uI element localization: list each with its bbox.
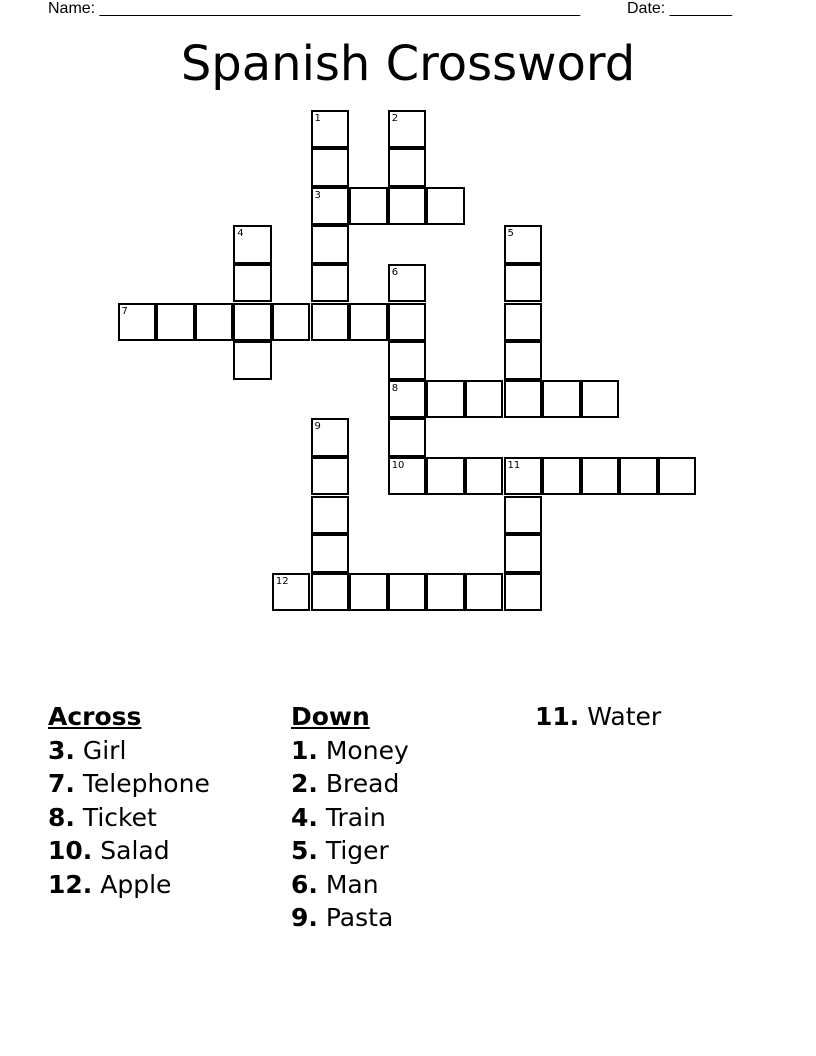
grid-cell[interactable] <box>195 303 234 342</box>
date-field-label: Date: _______ <box>627 0 732 17</box>
grid-cell[interactable] <box>233 225 272 264</box>
grid-cell-number: 8 <box>391 382 399 394</box>
clue-text: Telephone <box>82 769 210 798</box>
grid-cell[interactable] <box>465 457 504 496</box>
grid-cell[interactable] <box>542 380 581 419</box>
grid-cell[interactable] <box>311 264 350 303</box>
grid-cell[interactable] <box>272 573 311 612</box>
grid-cell[interactable] <box>233 264 272 303</box>
clue-text: Ticket <box>82 802 157 832</box>
grid-cell[interactable] <box>311 225 350 264</box>
grid-cell[interactable] <box>504 457 543 496</box>
clue-item <box>291 767 409 801</box>
clue-text: Salad <box>100 836 170 865</box>
grid-cell[interactable] <box>233 341 272 380</box>
grid-cell-number: 5 <box>507 228 514 240</box>
clue-text: Tiger <box>325 836 389 865</box>
clue-text: Train <box>325 802 386 832</box>
grid-cell[interactable] <box>156 303 195 342</box>
grid-cell[interactable] <box>619 457 658 496</box>
grid-cell-number: 10 <box>391 459 405 471</box>
grid-cell[interactable] <box>426 380 465 419</box>
clue-text: Water <box>587 702 662 731</box>
grid-cell[interactable] <box>311 303 350 342</box>
grid-cell[interactable] <box>349 187 388 226</box>
clue-text: Man <box>325 869 379 899</box>
grid-cell[interactable] <box>311 187 350 226</box>
grid-cell[interactable] <box>388 264 427 303</box>
clue-text: Girl <box>82 735 127 765</box>
clue-item <box>535 700 661 734</box>
grid-cell[interactable] <box>465 380 504 419</box>
grid-cell[interactable] <box>504 225 543 264</box>
clue-item <box>48 834 210 868</box>
grid-cell-number: 6 <box>391 266 399 278</box>
grid-cell[interactable] <box>581 457 620 496</box>
grid-cell[interactable] <box>388 573 427 612</box>
clue-number: 12. <box>48 869 93 899</box>
clue-item <box>291 834 409 868</box>
grid-cell[interactable] <box>388 341 427 380</box>
grid-cell[interactable] <box>311 496 350 535</box>
clue-item <box>291 901 409 935</box>
clue-item <box>291 734 409 768</box>
clue-number: 3. <box>48 735 75 765</box>
grid-cell-number: 2 <box>391 112 399 124</box>
grid-cell-number: 11 <box>507 459 521 471</box>
clue-number: 8. <box>48 802 75 832</box>
grid-cell[interactable] <box>581 380 620 419</box>
grid-cell-number: 4 <box>237 228 244 240</box>
grid-cell[interactable] <box>388 380 427 419</box>
grid-cell[interactable] <box>311 457 350 496</box>
grid-cell-number: 3 <box>314 189 321 201</box>
name-field-label: Name: ______________________________________________________ <box>48 0 581 17</box>
clue-item <box>48 734 210 768</box>
clue-item <box>48 801 210 835</box>
clue-number: 11. <box>535 702 580 731</box>
grid-cell[interactable] <box>504 534 543 573</box>
down-clues-continued <box>535 700 661 734</box>
clue-number: 7. <box>48 769 75 798</box>
clue-text: Apple <box>100 869 172 899</box>
grid-cell[interactable] <box>388 303 427 342</box>
grid-cell[interactable] <box>426 457 465 496</box>
across-clues <box>48 700 210 901</box>
grid-cell[interactable] <box>311 110 350 149</box>
clue-number: 6. <box>291 869 318 899</box>
clue-text: Money <box>325 735 409 765</box>
grid-cell[interactable] <box>272 303 311 342</box>
grid-cell[interactable] <box>504 341 543 380</box>
clue-text: Bread <box>325 769 400 798</box>
grid-cell[interactable] <box>388 457 427 496</box>
clue-text: Pasta <box>325 903 394 932</box>
clue-number: 5. <box>291 836 318 865</box>
grid-cell[interactable] <box>426 573 465 612</box>
grid-cell[interactable] <box>388 110 427 149</box>
grid-cell[interactable] <box>542 457 581 496</box>
grid-cell[interactable] <box>658 457 697 496</box>
clue-number: 1. <box>291 735 318 765</box>
clue-item <box>48 767 210 801</box>
grid-cell[interactable] <box>465 573 504 612</box>
grid-cell[interactable] <box>311 418 350 457</box>
grid-cell[interactable] <box>504 496 543 535</box>
clue-item <box>48 868 210 902</box>
grid-cell[interactable] <box>311 148 350 187</box>
grid-cell[interactable] <box>426 187 465 226</box>
grid-cell-number: 7 <box>121 305 128 317</box>
grid-cell-number: 12 <box>275 575 289 587</box>
grid-cell-number: 9 <box>314 421 321 433</box>
grid-cell[interactable] <box>504 573 543 612</box>
down-heading: Down <box>291 702 370 731</box>
grid-cell[interactable] <box>388 418 427 457</box>
grid-cell[interactable] <box>388 148 427 187</box>
clue-number: 2. <box>291 769 318 798</box>
clue-number: 4. <box>291 802 318 832</box>
grid-cell[interactable] <box>504 264 543 303</box>
grid-cell[interactable] <box>311 573 350 612</box>
clue-number: 10. <box>48 836 93 865</box>
down-clues <box>291 700 409 935</box>
across-heading: Across <box>48 702 142 731</box>
clue-item <box>291 868 409 902</box>
grid-cell[interactable] <box>233 303 272 342</box>
clue-item <box>291 801 409 835</box>
grid-cell[interactable] <box>504 303 543 342</box>
grid-cell[interactable] <box>349 303 388 342</box>
clue-number: 9. <box>291 903 318 932</box>
grid-cell[interactable] <box>504 380 543 419</box>
grid-cell[interactable] <box>388 187 427 226</box>
grid-cell[interactable] <box>311 534 350 573</box>
page-title: Spanish Crossword <box>180 36 636 92</box>
grid-cell-number: 1 <box>314 112 321 124</box>
grid-cell[interactable] <box>118 303 157 342</box>
grid-cell[interactable] <box>349 573 388 612</box>
